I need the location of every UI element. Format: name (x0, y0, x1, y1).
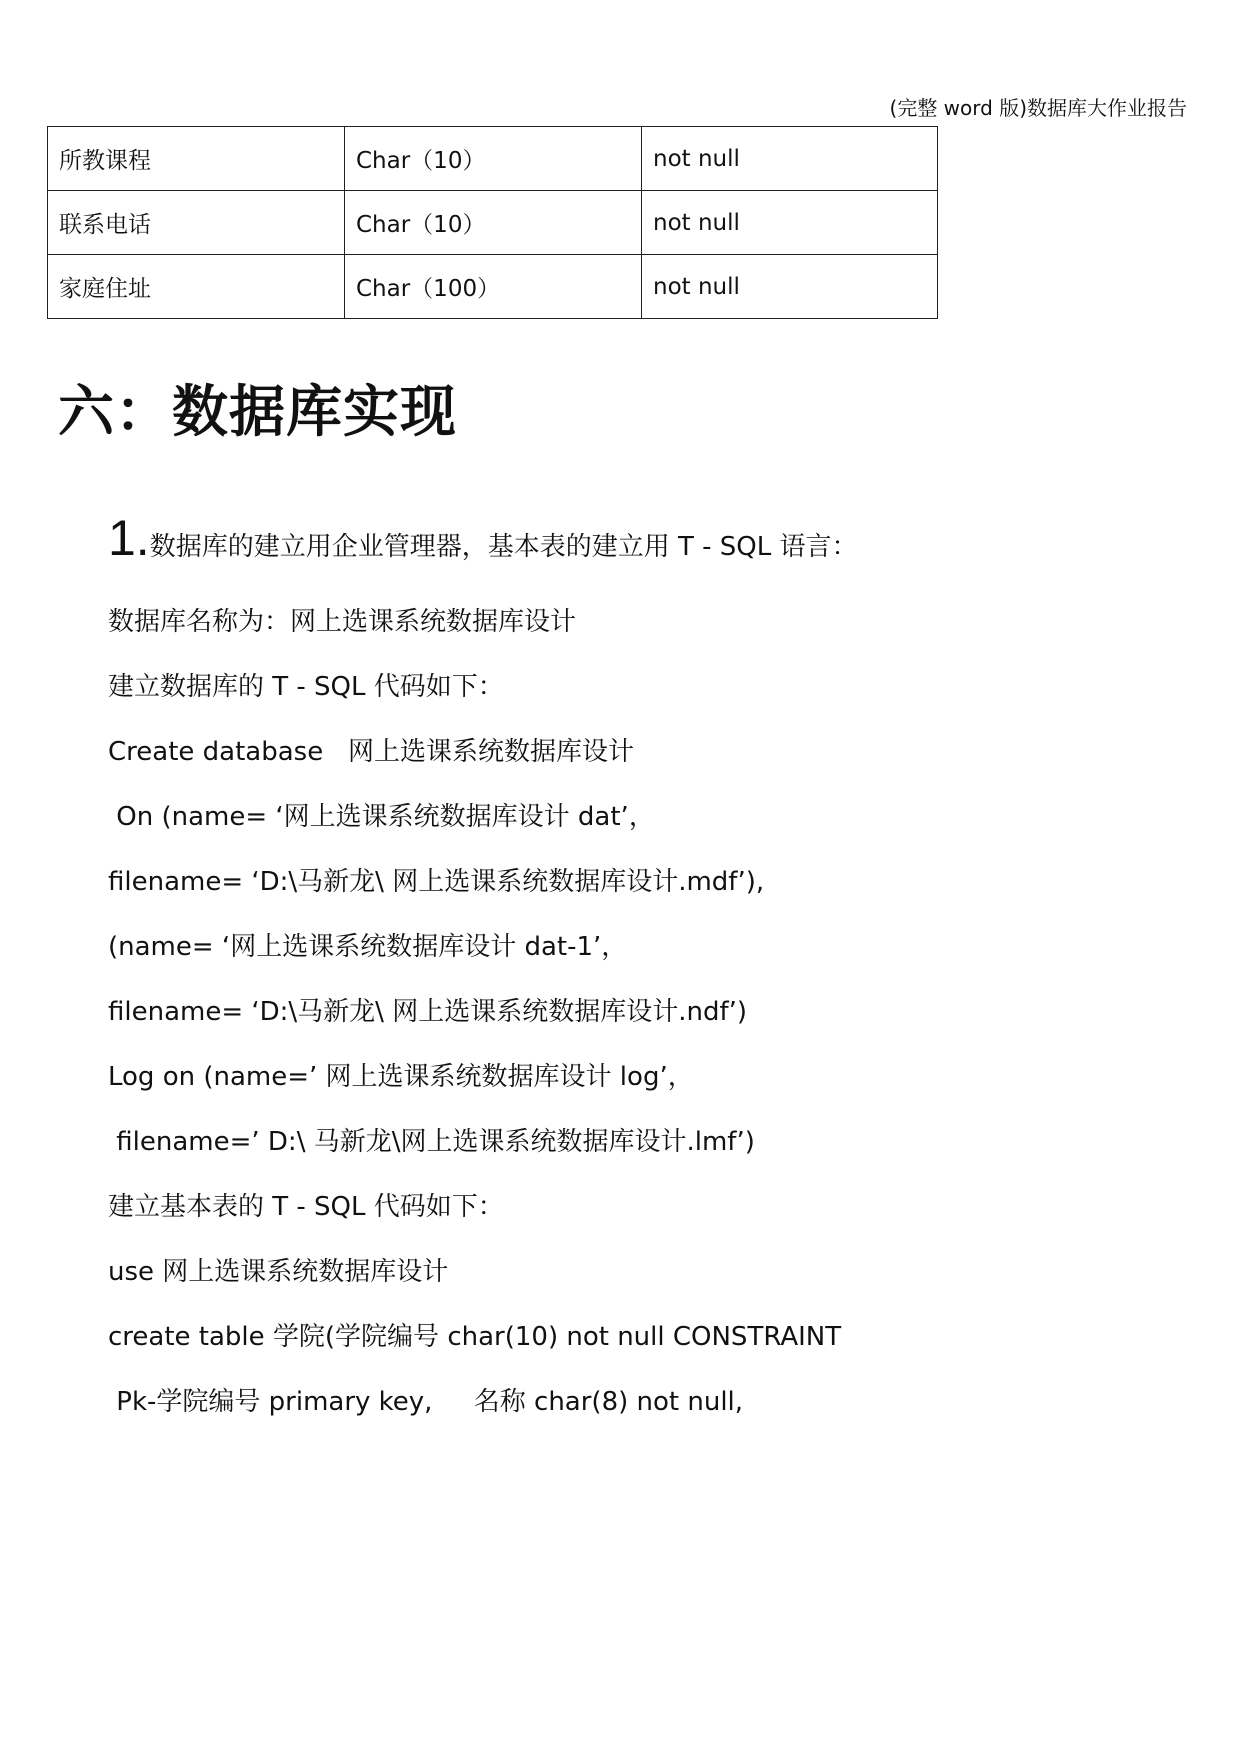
text-line: 建立基本表的 T - SQL 代码如下： (108, 1192, 504, 1222)
table-row (48, 191, 938, 255)
sub-heading-number: 1. (108, 510, 150, 566)
running-header: (完整 word 版)数据库大作业报告 (889, 96, 1187, 120)
sub-heading-text: 数据库的建立用企业管理器，基本表的建立用 T - SQL 语言： (149, 532, 858, 562)
body-text (108, 595, 841, 1440)
sub-heading (108, 508, 857, 577)
table-cell-type: Char（10） (345, 191, 642, 255)
table-cell-type: Char（100） (345, 255, 642, 319)
code-line: filename=’ D:\ 马新龙\网上选课系统数据库设计.lmf’) (108, 1127, 755, 1157)
table-cell-field: 联系电话 (48, 191, 345, 255)
code-line: Log on (name=’ 网上选课系统数据库设计 log’， (108, 1062, 694, 1092)
table-cell-constraint: not null (642, 127, 938, 191)
table-cell-field: 所教课程 (48, 127, 345, 191)
table-cell-constraint: not null (642, 191, 938, 255)
section-heading: 六：数据库实现 (58, 380, 457, 445)
table-cell-constraint: not null (642, 255, 938, 319)
code-line: filename= ‘D:\马新龙\ 网上选课系统数据库设计.ndf’) (108, 997, 748, 1027)
code-line: use 网上选课系统数据库设计 (108, 1257, 449, 1287)
code-line: filename= ‘D:\马新龙\ 网上选课系统数据库设计.mdf’), (108, 867, 765, 897)
code-line: Pk-学院编号 primary key, 名称 char(8) not null, (108, 1387, 744, 1417)
code-line: (name= ‘网上选课系统数据库设计 dat-1’， (108, 932, 628, 962)
table-row (48, 255, 938, 319)
table-cell-type: Char（10） (345, 127, 642, 191)
text-line: 数据库名称为：网上选课系统数据库设计 (108, 607, 577, 637)
code-line: On (name= ‘网上选课系统数据库设计 dat’， (108, 802, 655, 832)
text-line: 建立数据库的 T - SQL 代码如下： (108, 672, 504, 702)
field-definition-table (47, 126, 938, 319)
code-line: Create database 网上选课系统数据库设计 (108, 737, 634, 767)
code-line: create table 学院(学院编号 char(10) not null CONSTRAINT (108, 1322, 842, 1352)
table-row (48, 127, 938, 191)
table-cell-field: 家庭住址 (48, 255, 345, 319)
